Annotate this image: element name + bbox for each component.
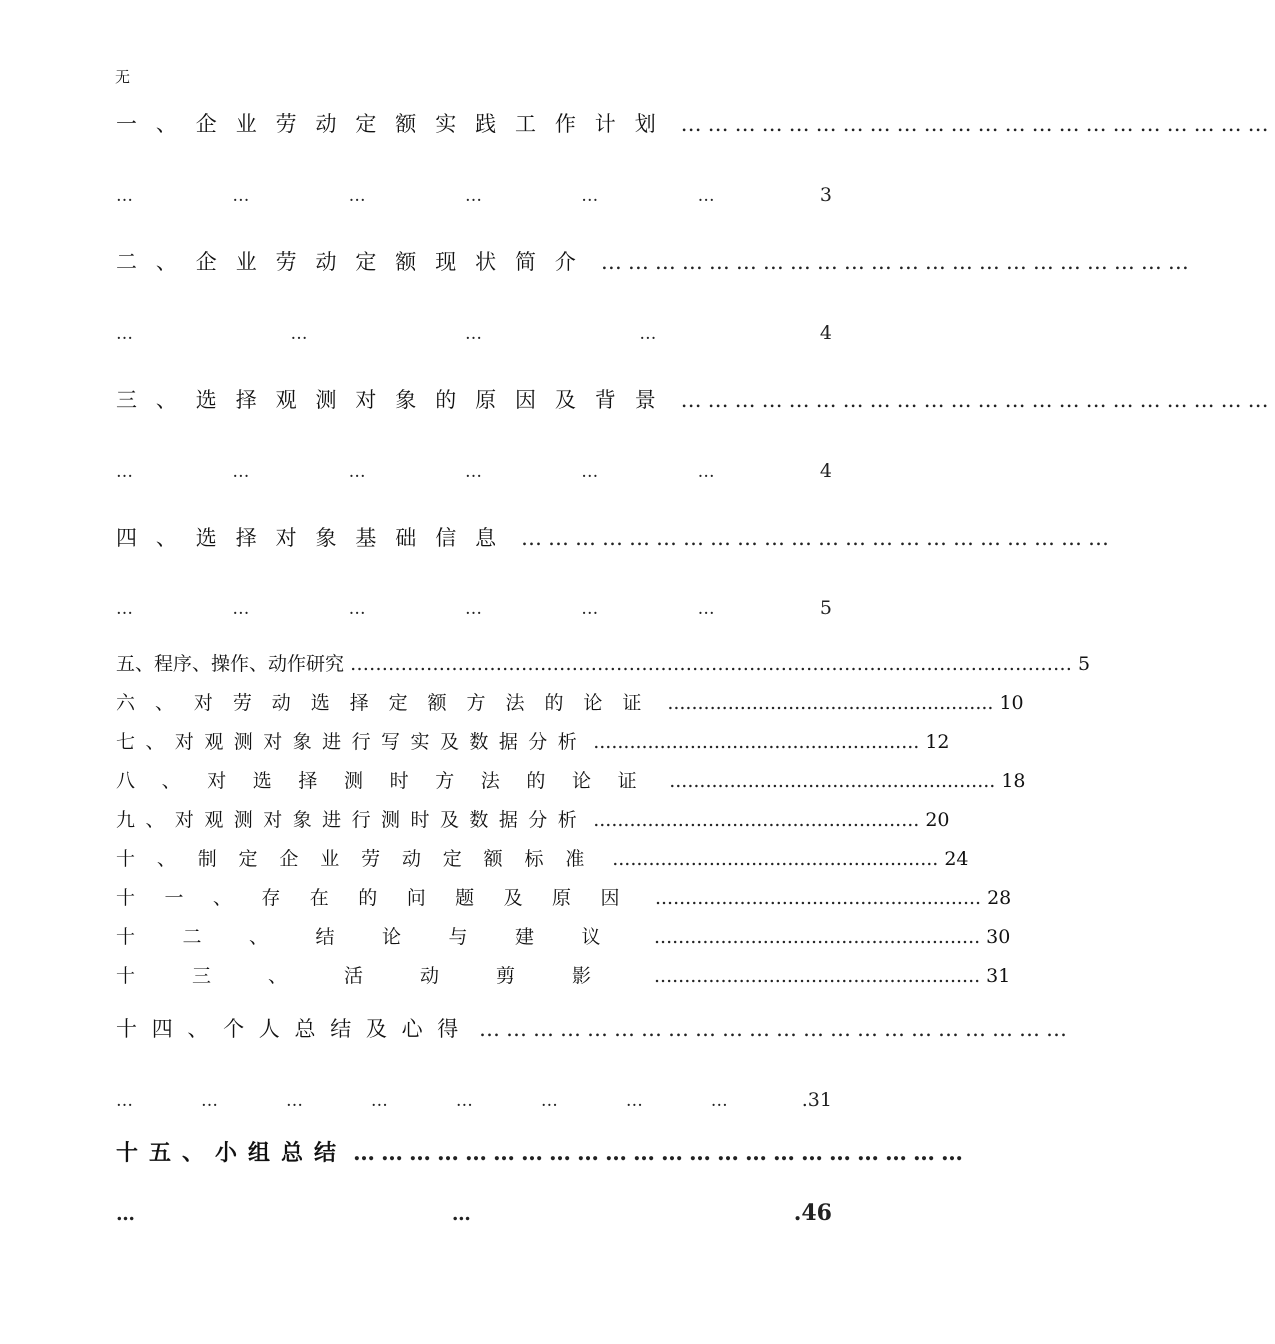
toc-entry-title: 八、对选择测时方法的论证 [116,770,664,792]
toc-entry-2-cont: … … … … 4 [116,322,832,344]
toc-entry-6[interactable] [116,688,1024,715]
toc-entry-page: 24 [944,848,969,870]
toc-entry-page: 28 [987,887,1012,909]
toc-entry-13[interactable] [116,961,1011,988]
toc-entry-page: 5 [1078,653,1091,675]
toc-leader: ………………………………………………………… [353,1140,970,1166]
toc-leader: ………………………………………………………… [521,526,1115,550]
toc-leader: ...................................................... [593,731,920,753]
toc-entry-page: 31 [986,965,1011,987]
toc-entry-14[interactable] [116,1013,1073,1043]
toc-entry-title: 十、制定企业劳动定额标准 [116,848,607,870]
toc-entry-page: 20 [925,809,950,831]
toc-leader: ...................................................... [654,926,981,948]
toc-entry-3-cont: … … … … … … 4 [116,460,832,482]
page-header: 无 [115,68,131,86]
toc-entry-10[interactable] [116,844,969,871]
toc-entry-title: 七、对观测对象进行写实及数据分析 [116,731,588,753]
toc-entry-title: 十二、结论与建议 [116,926,649,948]
toc-entry-11[interactable] [116,883,1012,910]
toc-entry-1-cont: … … … … … … 3 [116,184,832,206]
toc-leader: ...................................................... [593,809,920,831]
toc-leader: ...................................................... [612,848,939,870]
toc-entry-title: 十四、个人总结及心得 [116,1017,473,1041]
toc-entry-2[interactable] [116,246,1195,276]
toc-entry-14-cont: … … … … … … … … .31 [116,1089,832,1111]
toc-entry-15-cont: … … .46 [116,1200,832,1226]
toc-entry-8[interactable] [116,766,1026,793]
toc-entry-4[interactable] [116,522,1115,552]
toc-leader: ………………………………………………………… [479,1017,1073,1041]
toc-leader: ………………………………………………………… [600,250,1195,274]
toc-entry-title: 十五、小组总结 [116,1140,348,1166]
toc-entry-1[interactable] [116,108,1275,138]
toc-entry-page: 10 [999,692,1024,714]
toc-entry-4-cont: … … … … … … 5 [116,597,832,619]
toc-entry-5[interactable] [116,649,1091,676]
toc-entry-title: 十一、存在的问题及原因 [116,887,649,909]
toc-leader: ………………………………………………………… [680,112,1275,136]
toc-entry-title: 一、企业劳动定额实践工作计划 [116,112,675,136]
toc-leader: ………………………………………………………… [680,388,1275,412]
toc-entry-title: 十三、活动剪影 [116,965,649,987]
toc-leader: ...................................................... [654,965,981,987]
toc-leader: ...................................................... [654,887,982,909]
toc-entry-page: 5 [819,597,832,619]
toc-entry-title: 九、对观测对象进行测时及数据分析 [116,809,588,831]
toc-entry-page: 18 [1001,770,1026,792]
toc-leader: ...................................................... [669,770,996,792]
toc-entry-15[interactable] [116,1136,970,1167]
toc-entry-title: 五、程序、操作、动作研究 [116,653,345,675]
toc-entry-page: 30 [986,926,1011,948]
toc-entry-9[interactable] [116,805,950,832]
toc-entry-page: 12 [925,731,950,753]
toc-entry-7[interactable] [116,727,950,754]
toc-entry-page: .31 [801,1089,832,1111]
toc-entry-title: 三、选择观测对象的原因及背景 [116,388,675,412]
toc-entry-3[interactable] [116,384,1275,414]
toc-entry-12[interactable] [116,922,1011,949]
toc-leader: …………………………………………………………………………………………………… [350,653,1073,675]
toc-entry-page: 3 [819,184,832,206]
toc-entry-page: .46 [793,1200,832,1226]
toc-entry-page: 4 [819,460,832,482]
toc-entry-page: 4 [819,322,832,344]
toc-entry-title: 四、选择对象基础信息 [116,526,515,550]
toc-entry-title: 二、企业劳动定额现状简介 [116,250,595,274]
toc-entry-title: 六、对劳动选择定额方法的论证 [116,692,662,714]
toc-leader: ...................................................... [667,692,994,714]
